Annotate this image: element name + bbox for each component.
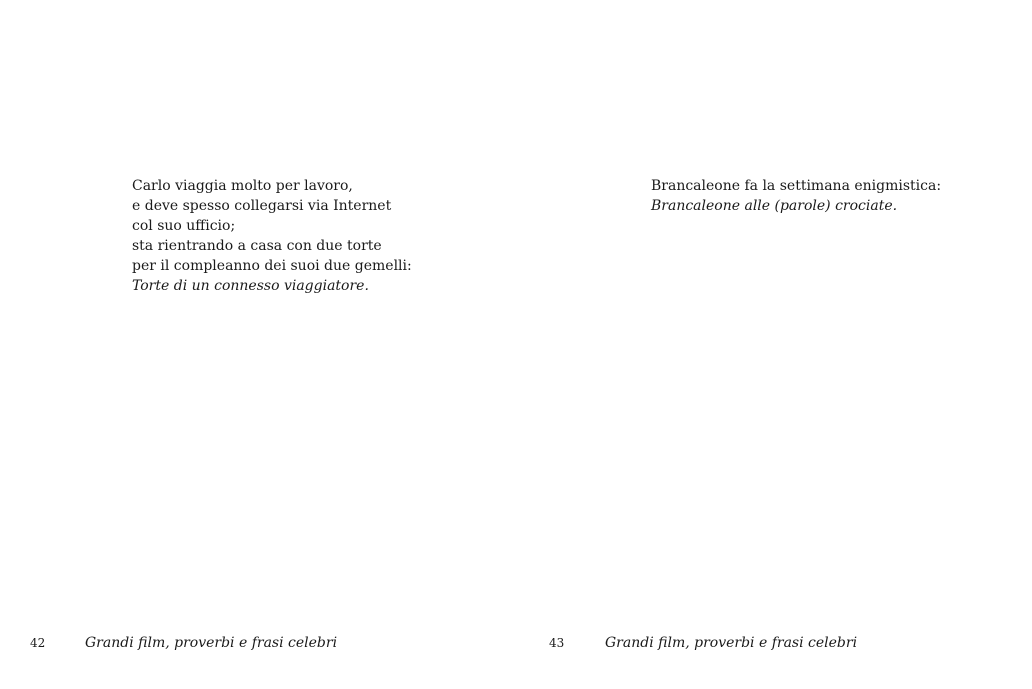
verse-line: sta rientrando a casa con due torte [132, 238, 382, 254]
right-page [516, 0, 1032, 689]
verse-line: Brancaleone fa la settimana enigmistica: [651, 178, 942, 194]
page-number: 43 [549, 636, 565, 650]
verse-block [651, 176, 941, 216]
running-title: Grandi film, proverbi e frasi celebri [605, 635, 858, 651]
running-title: Grandi film, proverbi e frasi celebri [85, 635, 338, 651]
verse-block [132, 176, 412, 296]
verse-line: Carlo viaggia molto per lavoro, [132, 178, 353, 194]
verse-answer: Torte di un connesso viaggiatore. [132, 278, 369, 294]
verse-line: per il compleanno dei suoi due gemelli: [132, 258, 412, 274]
verse-answer: Brancaleone alle (parole) crociate. [651, 198, 898, 214]
verse-line: e deve spesso collegarsi via Internet [132, 198, 392, 214]
page-number: 42 [30, 636, 46, 650]
verse-line: col suo ufficio; [132, 218, 236, 234]
